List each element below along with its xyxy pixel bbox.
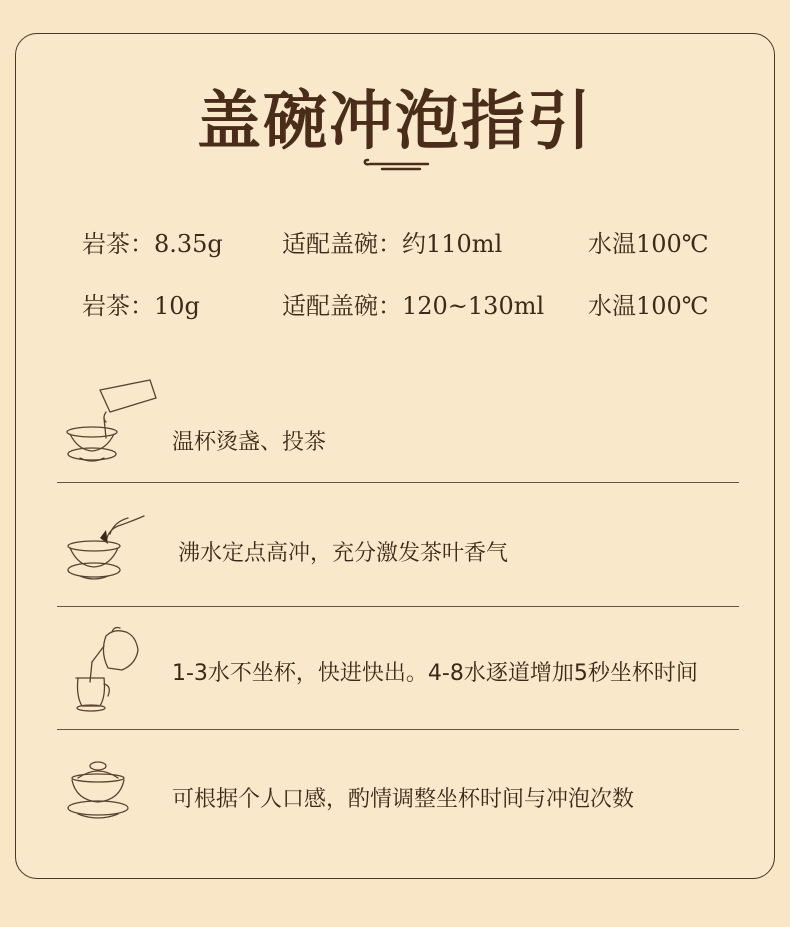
spec-tea-weight: 岩茶：10g [82, 292, 200, 320]
spec-water-temp: 水温100℃ [588, 230, 709, 258]
spec-cup-size: 适配盖碗：约110ml [282, 230, 503, 258]
step-text: 可根据个人口感，酌情调整坐杯时间与冲泡次数 [172, 787, 635, 812]
step-divider [57, 606, 739, 607]
gaiwan-steam-icon [62, 508, 162, 588]
spec-tea-weight: 岩茶：8.35g [82, 230, 223, 258]
title-ornament-icon [362, 152, 434, 176]
spec-water-temp: 水温100℃ [588, 292, 709, 320]
pour-into-gaiwan-icon [62, 372, 162, 464]
step-text: 1-3水不坐杯，快进快出。4-8水逐道增加5秒坐杯时间 [172, 661, 698, 686]
covered-gaiwan-icon [62, 756, 142, 830]
spec-cup-size: 适配盖碗：120~130ml [282, 292, 545, 320]
teapot-pour-icon [62, 622, 152, 716]
step-divider [57, 482, 739, 483]
step-text: 温杯烫盏、投茶 [172, 430, 327, 455]
step-divider [57, 729, 739, 730]
step-text: 沸水定点高冲，充分激发茶叶香气 [178, 541, 509, 566]
page-title: 盖碗冲泡指引 [197, 84, 593, 159]
